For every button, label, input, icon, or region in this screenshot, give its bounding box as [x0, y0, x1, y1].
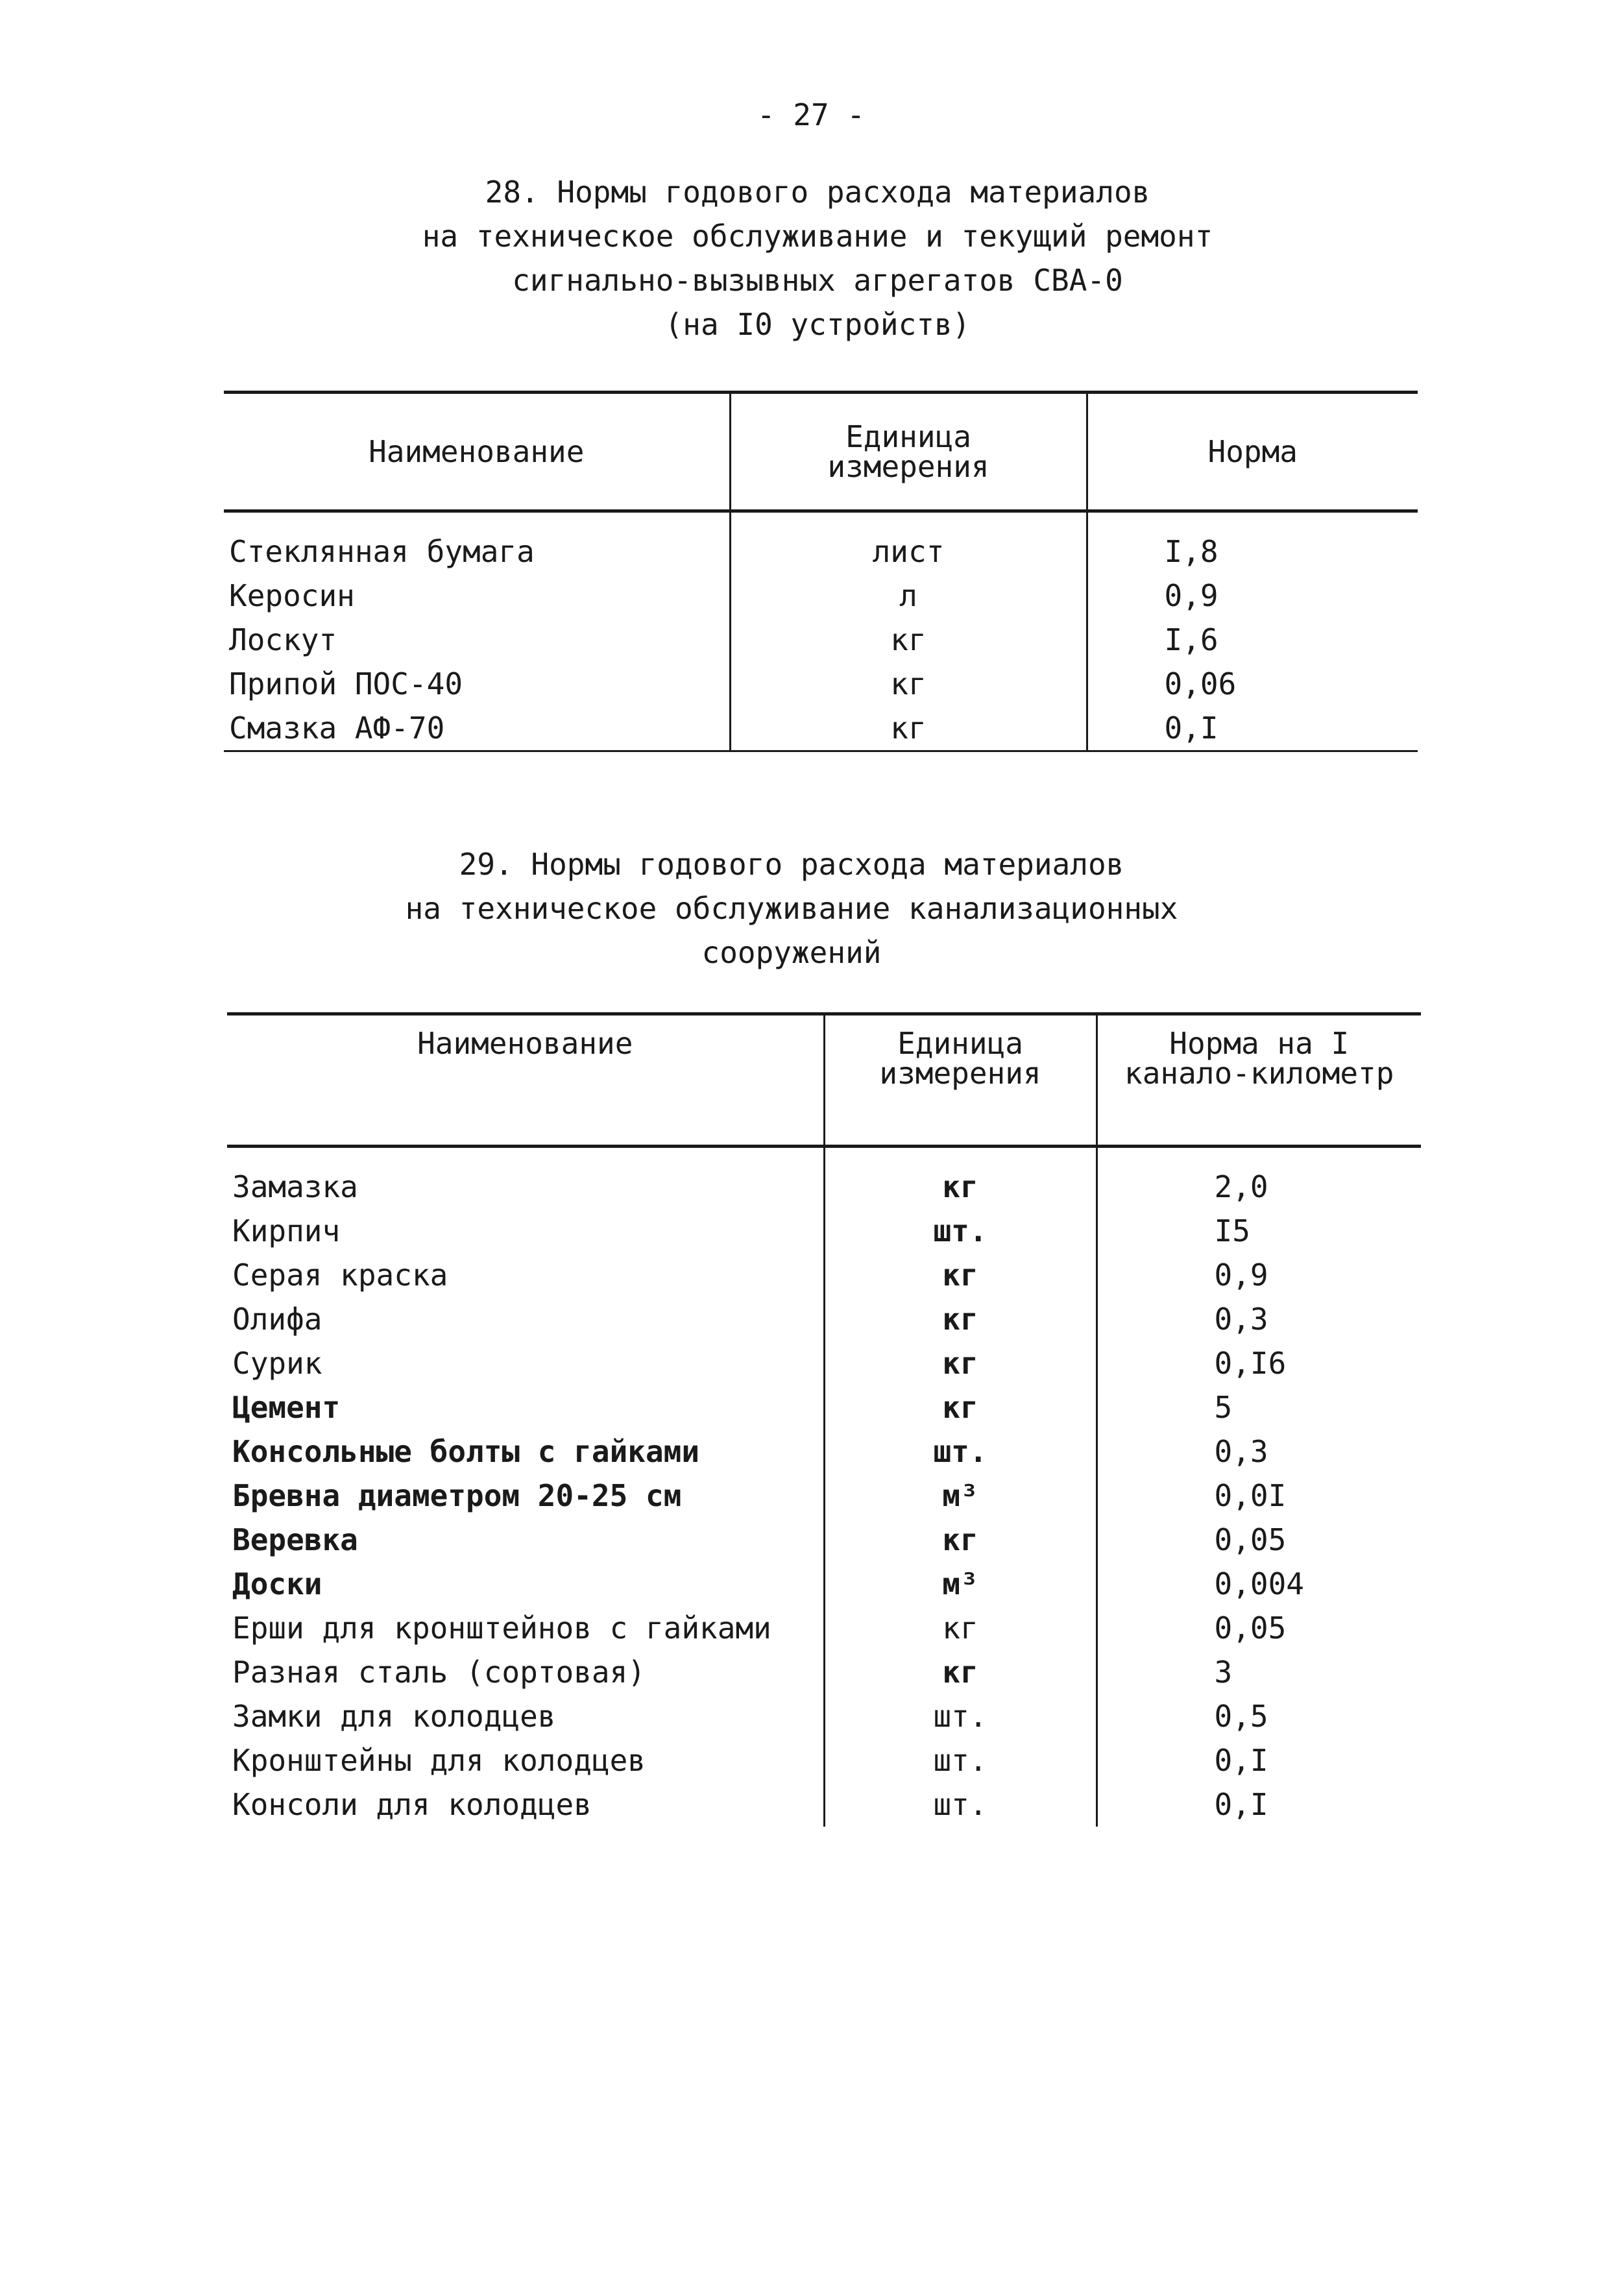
header-text: канало-километр: [1124, 1056, 1394, 1091]
cell-unit: кг: [730, 662, 1087, 706]
cell-value: 0,06: [1087, 662, 1418, 706]
cell-unit: кг: [824, 1147, 1097, 1210]
cell-name: Цемент: [232, 1390, 341, 1425]
cell-name: Кирпич: [232, 1213, 341, 1248]
header-text: измерения: [827, 449, 989, 484]
cell-unit: шт.: [824, 1694, 1097, 1738]
cell-name: Замки для колодцев: [232, 1699, 556, 1734]
cell-value: 0,I: [1097, 1738, 1421, 1782]
table-header-row: [227, 1014, 1421, 1147]
cell-unit: шт.: [824, 1429, 1097, 1474]
table-row: [227, 1147, 1421, 1210]
cell-name: Консольные болты с гайками: [232, 1434, 700, 1469]
title-line: сигнально-вызывных агрегатов СВА-0: [512, 263, 1123, 298]
cell-name: Ерши для кронштейнов с гайками: [232, 1611, 771, 1646]
table-row: [227, 1385, 1421, 1429]
cell-value: 0,05: [1097, 1606, 1421, 1650]
title-line: 28. Нормы годового расхода материалов: [485, 175, 1150, 210]
table-header-row: [224, 393, 1418, 511]
cell-value: 0,3: [1097, 1429, 1421, 1474]
cell-unit: кг: [730, 618, 1087, 662]
cell-name: Серая краска: [232, 1258, 448, 1293]
col-header-unit: [730, 393, 1087, 511]
cell-unit: шт.: [824, 1782, 1097, 1827]
cell-unit: шт.: [824, 1738, 1097, 1782]
table-row: [227, 1738, 1421, 1782]
cell-name: Припой ПОС-40: [229, 666, 463, 701]
table-row: [224, 511, 1418, 574]
cell-unit: кг: [824, 1341, 1097, 1385]
cell-name: Бревна диаметром 20-25 см: [232, 1478, 682, 1513]
col-header-unit: [824, 1014, 1097, 1147]
table-29: [227, 1012, 1421, 1827]
cell-value: I,8: [1087, 511, 1418, 574]
title-line: 29. Нормы годового расхода материалов: [459, 847, 1124, 882]
cell-value: 0,004: [1097, 1562, 1421, 1606]
cell-name: Стеклянная бумага: [229, 534, 535, 569]
table-row: [227, 1474, 1421, 1518]
cell-name: Смазка АФ-70: [224, 706, 730, 751]
table-row: [227, 1694, 1421, 1738]
table-row: [227, 1209, 1421, 1253]
cell-value: 2,0: [1097, 1147, 1421, 1210]
title-line: (на I0 устройств): [664, 307, 971, 342]
cell-name: Лоскут: [229, 622, 337, 657]
cell-value: 3: [1097, 1650, 1421, 1694]
table-row: [224, 706, 1418, 751]
table-row: [227, 1253, 1421, 1297]
table-row: [224, 662, 1418, 706]
table-row: [227, 1518, 1421, 1562]
cell-unit: шт.: [824, 1209, 1097, 1253]
cell-name: Сурик: [232, 1346, 322, 1381]
table-28-title: [324, 170, 1311, 347]
table-row: [227, 1341, 1421, 1385]
cell-value: 0,0I: [1097, 1474, 1421, 1518]
title-line: на техническое обслуживание и текущий ремонт: [422, 219, 1213, 254]
cell-unit: кг: [824, 1253, 1097, 1297]
title-line: сооружений: [701, 935, 882, 970]
cell-name: Разная сталь (сортовая): [232, 1655, 646, 1690]
header-text: Единица: [897, 1026, 1023, 1061]
cell-value: 0,9: [1087, 574, 1418, 618]
cell-name: Доски: [232, 1566, 322, 1601]
cell-name: Консоли для колодцев: [232, 1787, 592, 1822]
cell-unit: м³: [824, 1562, 1097, 1606]
table-28: [224, 391, 1418, 752]
cell-unit: м³: [824, 1474, 1097, 1518]
cell-value: 0,I: [1097, 1782, 1421, 1827]
table-row: [224, 618, 1418, 662]
col-header-norm: Норма: [1087, 393, 1418, 511]
header-text: измерения: [879, 1056, 1041, 1091]
table-row: [227, 1297, 1421, 1341]
cell-unit: кг: [730, 706, 1087, 751]
cell-unit: л: [730, 574, 1087, 618]
table-row: [224, 574, 1418, 618]
table-row: [227, 1782, 1421, 1827]
cell-unit: кг: [824, 1518, 1097, 1562]
cell-unit: кг: [824, 1297, 1097, 1341]
cell-value: I5: [1097, 1209, 1421, 1253]
header-text: Единица: [845, 419, 971, 454]
table-29-title: [324, 842, 1259, 975]
table-row: [227, 1429, 1421, 1474]
cell-unit: кг: [824, 1650, 1097, 1694]
cell-value: 5: [1097, 1385, 1421, 1429]
cell-value: 0,05: [1097, 1518, 1421, 1562]
cell-value: 0,I: [1087, 706, 1418, 751]
cell-name: Керосин: [229, 578, 355, 613]
col-header-name: Наименование: [417, 1026, 633, 1061]
page-number: - 27 -: [757, 97, 866, 132]
cell-unit: лист: [730, 511, 1087, 574]
cell-unit: кг: [824, 1606, 1097, 1650]
cell-value: I,6: [1087, 618, 1418, 662]
table-row: [227, 1606, 1421, 1650]
col-header-name: Наименование: [369, 434, 585, 469]
cell-name: Олифа: [232, 1302, 322, 1337]
col-header-norm: [1097, 1014, 1421, 1147]
cell-value: 0,I6: [1097, 1341, 1421, 1385]
header-text: Норма на I: [1169, 1026, 1350, 1061]
cell-name: Кронштейны для колодцев: [232, 1743, 646, 1778]
cell-name: Замазка: [232, 1169, 358, 1204]
cell-value: 0,5: [1097, 1694, 1421, 1738]
cell-unit: кг: [824, 1385, 1097, 1429]
cell-value: 0,3: [1097, 1297, 1421, 1341]
table-row: [227, 1562, 1421, 1606]
cell-value: 0,9: [1097, 1253, 1421, 1297]
table-row: [227, 1650, 1421, 1694]
title-line: на техническое обслуживание канализационных: [405, 891, 1178, 926]
cell-name: Веревка: [232, 1522, 358, 1557]
